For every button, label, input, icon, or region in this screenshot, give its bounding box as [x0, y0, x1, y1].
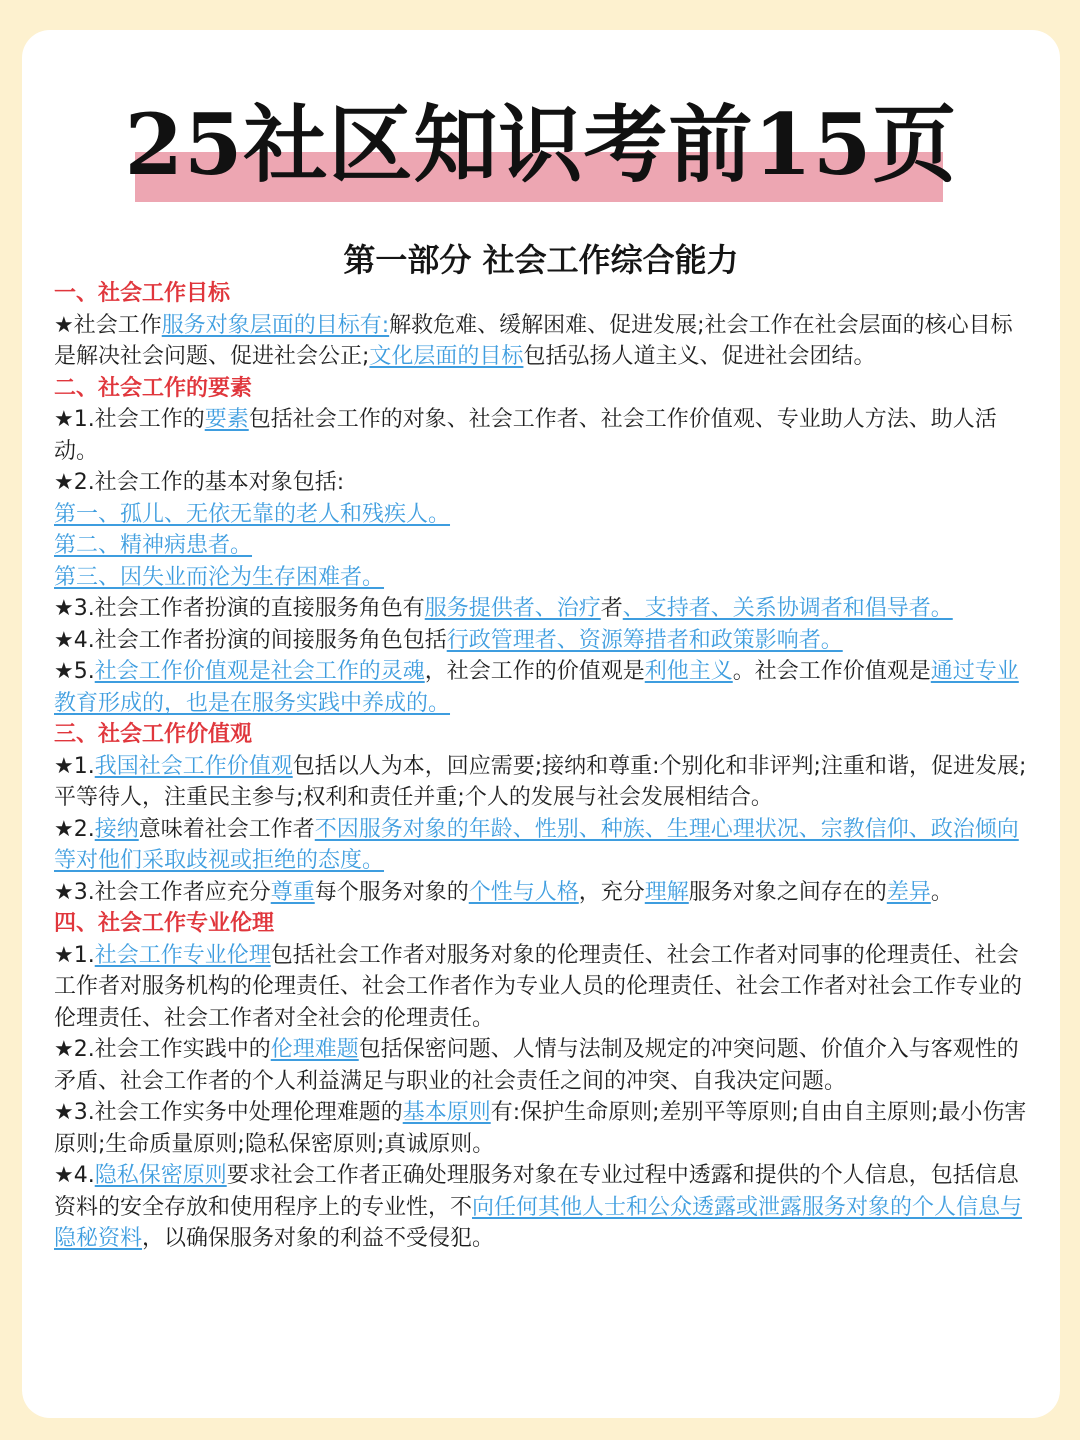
- paragraph-text: 有:保护生命原则;差别平等原则;自由自主原则;最小伤害原则;生命质量原则;隐私保密原则;真诚原则。: [54, 1100, 1027, 1157]
- paragraph-text: 。: [930, 879, 953, 905]
- bullet-paragraph: [54, 530, 1029, 562]
- bullet-paragraph: [54, 562, 1029, 594]
- paragraph-text: ，社会工作的价值观是: [424, 659, 645, 684]
- paragraph-text: 包括社会工作者对服务对象的伦理责任、社会工作者对同事的伦理责任、社会工作者对服务机构的伦理责任、社会工作者作为专业人员的伦理责任、社会工作者对社会工作专业的伦理责任、社会工作者对全社会的伦理责任。: [54, 942, 1023, 1031]
- bullet-paragraph: [54, 877, 1029, 909]
- bullet-paragraph: [54, 1160, 1029, 1255]
- paragraph-text: 包括保密问题、人情与法制及规定的冲突问题、价值介入与客观性的矛盾、社会工作者的个人利益满足与职业的社会责任之间的冲突、自我决定问题。: [54, 1037, 1019, 1094]
- paragraph-text: 每个服务对象的: [314, 879, 469, 905]
- paragraph-text: ★1.: [54, 942, 95, 968]
- paragraph-text: ★2.: [54, 816, 95, 842]
- section-heading: 一、社会工作目标: [54, 281, 231, 306]
- highlighted-term: 向任何其他人士和公众透露或泄露服务对象的个人信息与隐秘资料: [54, 1194, 1023, 1251]
- highlighted-term: 伦理难题: [270, 1037, 359, 1062]
- note-card: [22, 30, 1060, 1418]
- highlighted-term: 文化层面的目标: [369, 344, 524, 369]
- bullet-paragraph: [54, 625, 1029, 657]
- highlighted-term: 第二、精神病患者。: [54, 533, 253, 558]
- bullet-paragraph: [54, 814, 1029, 877]
- highlighted-term: 理解: [644, 879, 689, 905]
- highlighted-term: 、支持者、关系协调者和倡导者。: [622, 596, 953, 621]
- paragraph-text: 解救危难、缓解困难、促进发展;社会工作在社会层面的核心目标是解决社会问题、促进社会公正;: [54, 312, 1013, 369]
- highlighted-term: 差异: [886, 879, 931, 905]
- highlighted-term: 不因服务对象的年龄、性别、种族、生理心理状况、宗教信仰、政治倾向等对他们采取歧视或拒绝的态度。: [54, 816, 1019, 873]
- paragraph-text: ★5.: [54, 659, 95, 684]
- paragraph-text: 者: [600, 596, 623, 621]
- highlighted-term: 接纳: [94, 816, 139, 842]
- highlighted-term: 个性与人格: [468, 879, 579, 905]
- highlighted-term: 我国社会工作价值观: [94, 753, 293, 779]
- paragraph-text: ★3.社会工作者应充分: [54, 879, 271, 905]
- content-body: [54, 278, 1029, 1255]
- paragraph-text: ★1.: [54, 753, 95, 779]
- paragraph-text: ★3.社会工作实务中处理伦理难题的: [54, 1100, 403, 1125]
- paragraph-text: ★2.社会工作的基本对象包括:: [54, 470, 345, 495]
- highlighted-term: 尊重: [270, 879, 315, 905]
- title-area: [22, 90, 1060, 200]
- paragraph-text: ，以确保服务对象的利益不受侵犯。: [142, 1226, 495, 1251]
- highlighted-term: 社会工作价值观是社会工作的灵魂: [94, 659, 425, 684]
- highlighted-term: 行政管理者、资源筹措者和政策影响者。: [446, 627, 843, 653]
- paragraph-text: ，充分: [578, 879, 645, 905]
- section-heading: 三、社会工作价值观: [54, 722, 253, 747]
- highlighted-term: 第一、孤儿、无依无靠的老人和残疾人。: [54, 501, 451, 527]
- highlighted-term: 通过专业教育形成的，也是在服务实践中养成的。: [54, 659, 1019, 716]
- bullet-paragraph: [54, 499, 1029, 531]
- bullet-paragraph: [54, 404, 1029, 467]
- bullet-paragraph: [54, 1034, 1029, 1097]
- paragraph-text: 包括社会工作的对象、社会工作者、社会工作价值观、专业助人方法、助人活动。: [54, 407, 997, 464]
- page-subtitle: 第一部分 社会工作综合能力: [343, 241, 739, 279]
- paragraph-text: 包括弘扬人道主义、促进社会团结。: [523, 344, 876, 369]
- highlighted-term: 利他主义: [644, 659, 733, 684]
- highlighted-term: 社会工作专业伦理: [94, 942, 271, 968]
- bullet-paragraph: [54, 1097, 1029, 1160]
- paragraph-text: ★3.社会工作者扮演的直接服务角色有: [54, 596, 425, 621]
- paragraph-text: 服务对象之间存在的: [688, 879, 887, 905]
- bullet-paragraph: [54, 656, 1029, 719]
- bullet-paragraph: [54, 467, 1029, 499]
- section-heading: 四、社会工作专业伦理: [54, 911, 275, 936]
- section-heading: 二、社会工作的要素: [54, 375, 253, 401]
- paragraph-text: 包括以人为本，回应需要;接纳和尊重:个别化和非评判;注重和谐，促进发展;平等待人，注重民主参与;权利和责任并重;个人的发展与社会发展相结合。: [54, 753, 1027, 810]
- bullet-paragraph: [54, 310, 1029, 373]
- paragraph-text: 。社会工作价值观是: [732, 659, 931, 684]
- bullet-paragraph: [54, 593, 1029, 625]
- highlighted-term: 基本原则: [402, 1100, 491, 1125]
- highlighted-term: 第三、因失业而沦为生存困难者。: [54, 564, 385, 590]
- paragraph-text: 意味着社会工作者: [138, 816, 315, 842]
- paragraph-text: ★1.社会工作的: [54, 407, 205, 432]
- highlighted-term: 要素: [204, 407, 249, 432]
- highlighted-term: 服务提供者、治疗: [424, 596, 601, 621]
- paragraph-text: ★4.社会工作者扮演的间接服务角色包括: [54, 627, 447, 653]
- bullet-paragraph: [54, 751, 1029, 814]
- bullet-paragraph: [54, 940, 1029, 1035]
- highlighted-term: 服务对象层面的目标有:: [161, 312, 390, 338]
- paragraph-text: ★4.: [54, 1163, 95, 1188]
- paragraph-text: 要求社会工作者正确处理服务对象在专业过程中透露和提供的个人信息，包括信息资料的安全存放和使用程序上的专业性，不: [54, 1163, 1019, 1220]
- highlighted-term: 隐私保密原则: [94, 1163, 227, 1188]
- paragraph-text: ★2.社会工作实践中的: [54, 1037, 271, 1062]
- page-title: 25社区知识考前15页: [124, 95, 958, 194]
- paragraph-text: ★社会工作: [54, 312, 162, 338]
